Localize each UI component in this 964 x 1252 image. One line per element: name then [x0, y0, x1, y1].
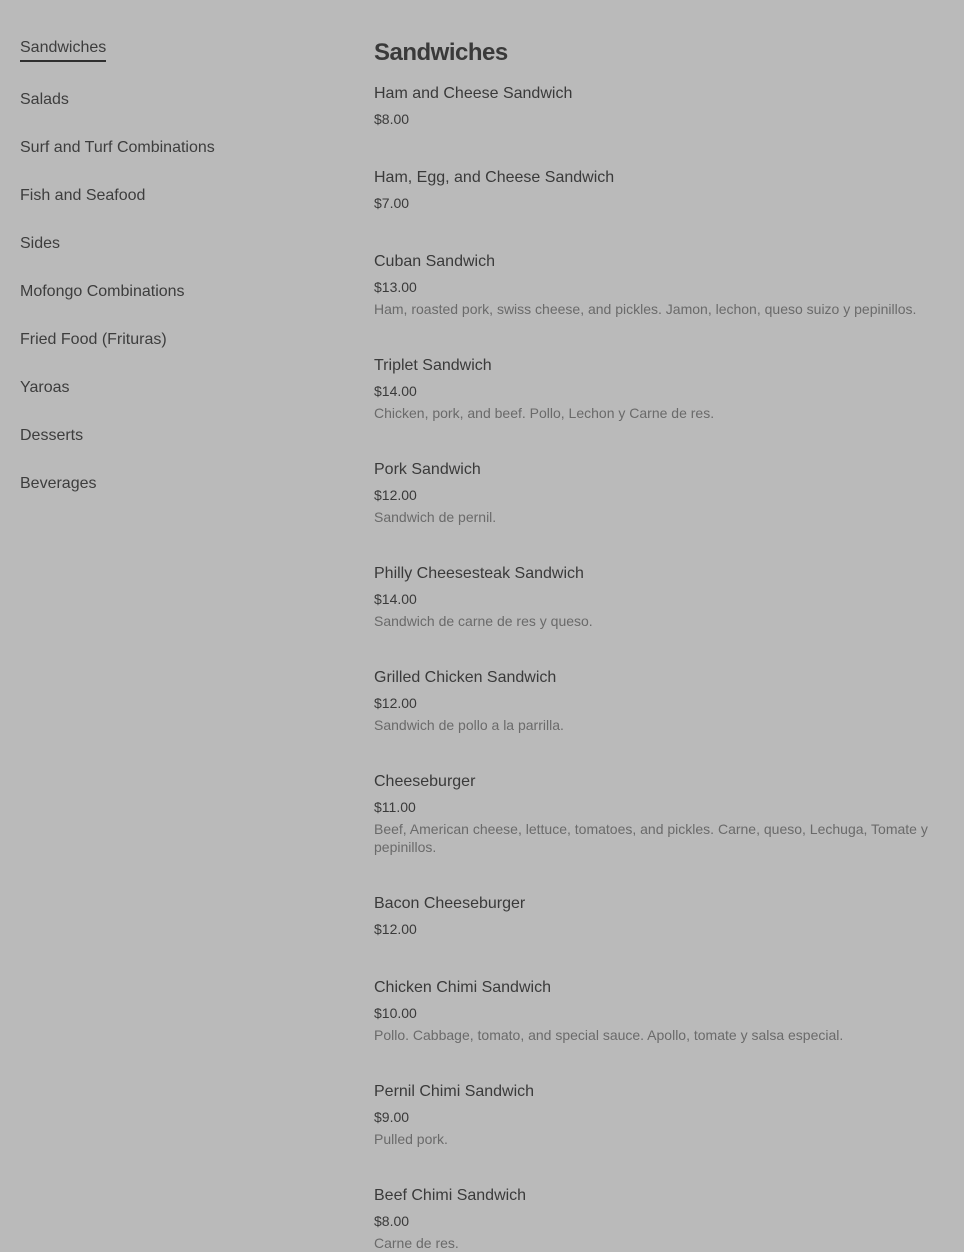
nav-item-label: Surf and Turf Combinations: [20, 139, 215, 156]
menu-item[interactable]: [374, 894, 944, 938]
menu-item-description: Carne de res.: [374, 1235, 459, 1251]
menu-item[interactable]: [374, 168, 944, 212]
menu-item[interactable]: [374, 668, 944, 734]
menu-item-name: Triplet Sandwich: [374, 357, 492, 374]
menu-item[interactable]: [374, 772, 944, 856]
menu-item-price: $10.00: [374, 1005, 417, 1021]
menu-item[interactable]: [374, 356, 944, 422]
menu-item-price: $14.00: [374, 591, 417, 607]
menu-item[interactable]: [374, 564, 944, 630]
menu-item-name: Bacon Cheeseburger: [374, 895, 526, 912]
menu-item-price: $12.00: [374, 921, 417, 937]
nav-item-label: Fish and Seafood: [20, 187, 146, 204]
menu-item-name: Pernil Chimi Sandwich: [374, 1083, 535, 1100]
menu-item-name: Philly Cheesesteak Sandwich: [374, 565, 584, 582]
menu-item-price: $9.00: [374, 1109, 410, 1125]
menu-item-name: Cheeseburger: [374, 773, 476, 790]
menu-item-description: Sandwich de pollo a la parrilla.: [374, 717, 564, 733]
menu-item-price: $11.00: [374, 799, 416, 815]
menu-item-name: Grilled Chicken Sandwich: [374, 669, 557, 686]
menu-item[interactable]: [374, 1186, 944, 1252]
nav-item-yaroas[interactable]: [20, 376, 340, 424]
menu-item[interactable]: [374, 84, 944, 128]
menu-section: [374, 36, 944, 1252]
menu-item-description: Sandwich de carne de res y queso.: [374, 613, 593, 629]
menu-item-price: $14.00: [374, 383, 417, 399]
nav-item-label: Sides: [20, 235, 61, 252]
menu-item-description: Sandwich de pernil.: [374, 509, 497, 525]
nav-item-fish-and-seafood[interactable]: [20, 184, 340, 232]
menu-item-name: Beef Chimi Sandwich: [374, 1187, 527, 1204]
nav-item-label: Salads: [20, 91, 69, 108]
menu-item-price: $12.00: [374, 487, 417, 503]
menu-item[interactable]: [374, 252, 944, 318]
menu-item-description: Pollo. Cabbage, tomato, and special sauce. Apollo, tomate y salsa especial.: [374, 1027, 844, 1043]
menu-item-name: Chicken Chimi Sandwich: [374, 979, 551, 996]
nav-item-sides[interactable]: [20, 232, 340, 280]
nav-item-salads[interactable]: [20, 88, 340, 136]
menu-item-name: Ham, Egg, and Cheese Sandwich: [374, 169, 615, 186]
nav-item-label: Fried Food (Frituras): [20, 331, 167, 348]
menu-item-name: Ham and Cheese Sandwich: [374, 85, 573, 102]
menu-item-name: Cuban Sandwich: [374, 253, 495, 270]
menu-item[interactable]: [374, 460, 944, 526]
nav-item-label: Sandwiches: [20, 36, 106, 62]
menu-item-description: Pulled pork.: [374, 1131, 448, 1147]
menu-item-description: Ham, roasted pork, swiss cheese, and pickles. Jamon, lechon, queso suizo y pepinillos.: [374, 301, 917, 317]
menu-item-price: $12.00: [374, 695, 417, 711]
nav-item-surf-and-turf[interactable]: [20, 136, 340, 184]
menu-item-price: $8.00: [374, 111, 410, 127]
nav-item-label: Desserts: [20, 427, 84, 444]
category-sidebar: [20, 36, 340, 520]
nav-item-label: Beverages: [20, 475, 97, 492]
section-title: Sandwiches: [374, 39, 508, 66]
menu-item[interactable]: [374, 1082, 944, 1148]
nav-item-fried-food[interactable]: [20, 328, 340, 376]
menu-item-price: $8.00: [374, 1213, 410, 1229]
menu-item-description: Beef, American cheese, lettuce, tomatoes, and pickles. Carne, queso, Lechuga, Tomate y pepinillos.: [374, 821, 928, 855]
nav-item-sandwiches[interactable]: [20, 36, 340, 88]
menu-item-price: $7.00: [374, 195, 410, 211]
menu-item-price: $13.00: [374, 279, 417, 295]
menu-item-name: Pork Sandwich: [374, 461, 481, 478]
nav-item-beverages[interactable]: [20, 472, 340, 520]
menu-item[interactable]: [374, 978, 944, 1044]
menu-item-list: [374, 84, 944, 1252]
nav-item-label: Mofongo Combinations: [20, 283, 185, 300]
nav-item-desserts[interactable]: [20, 424, 340, 472]
nav-item-mofongo-combinations[interactable]: [20, 280, 340, 328]
nav-item-label: Yaroas: [20, 379, 70, 396]
menu-item-description: Chicken, pork, and beef. Pollo, Lechon y Carne de res.: [374, 405, 715, 421]
